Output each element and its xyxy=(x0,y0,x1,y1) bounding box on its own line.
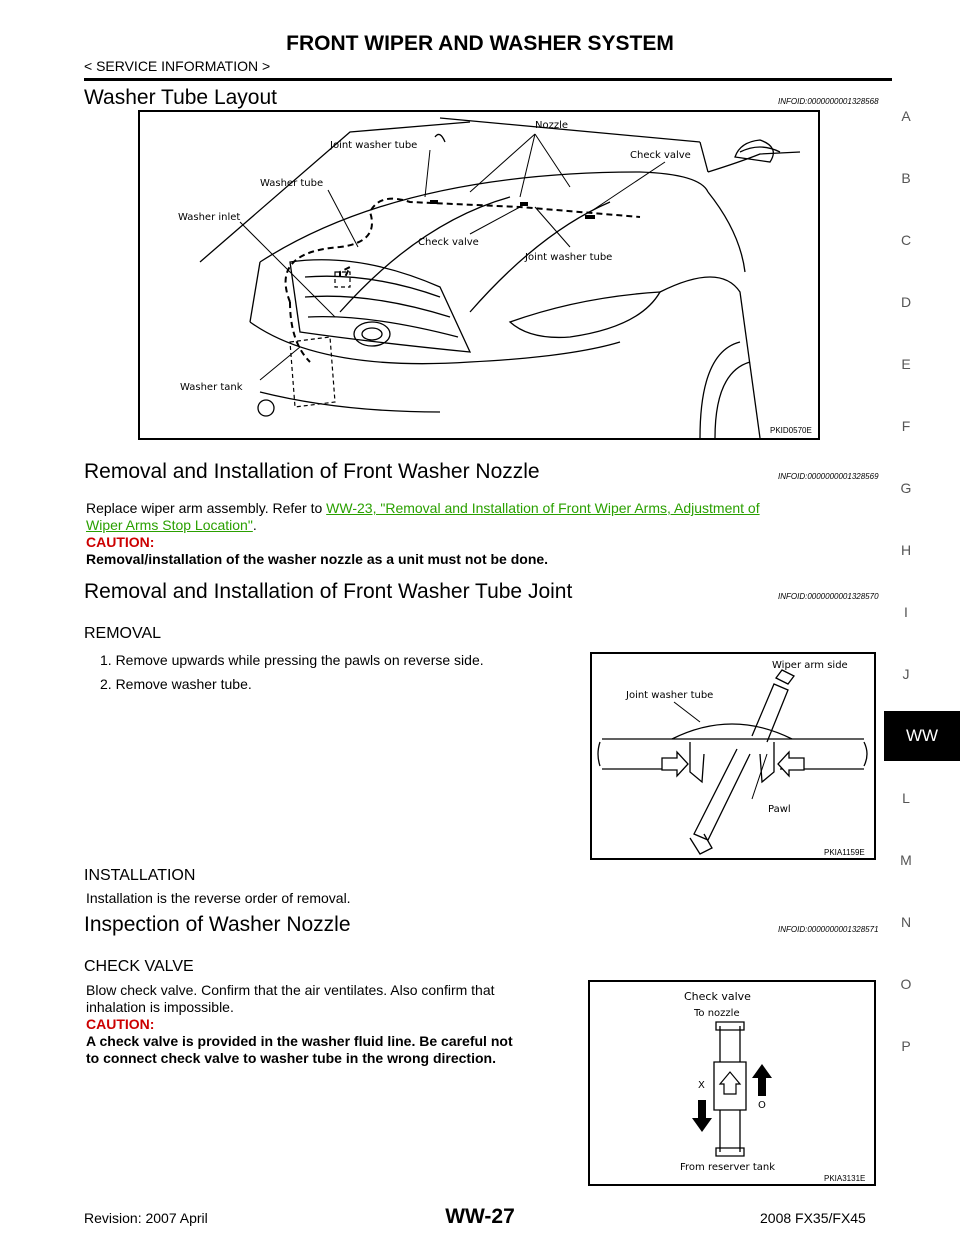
side-index-j[interactable]: J xyxy=(902,666,910,682)
inspection-body xyxy=(86,982,578,1067)
label-check-valve-title: Check valve xyxy=(684,990,751,1003)
footer-model: 2008 FX35/FX45 xyxy=(760,1210,866,1226)
side-index-o[interactable]: O xyxy=(900,976,912,992)
infoid-inspection: INFOID:0000000001328571 xyxy=(778,925,879,934)
joint-diagram xyxy=(592,654,874,858)
label-washer-inlet: Washer inlet xyxy=(178,212,241,223)
caution-text-nozzle: Removal/installation of the washer nozzle as a unit must not be done. xyxy=(86,551,549,567)
label-check-valve-top: Check valve xyxy=(630,150,691,161)
side-index-a[interactable]: A xyxy=(901,108,911,124)
inspection-text-line1: Blow check valve. Confirm that the air ventilates. Also confirm that xyxy=(86,982,495,998)
caution-text-inspection-line2: to connect check valve to washer tube in the wrong direction. xyxy=(86,1050,496,1066)
caution-text-inspection-line1: A check valve is provided in the washer fluid line. Be careful not xyxy=(86,1033,513,1049)
infoid-nozzle: INFOID:0000000001328569 xyxy=(778,472,879,481)
figure-code-layout: PKID0570E xyxy=(770,426,812,435)
removal-label: REMOVAL xyxy=(84,625,162,642)
label-washer-tank: Washer tank xyxy=(180,382,243,393)
label-wiper-arm-side: Wiper arm side xyxy=(772,660,848,671)
caution-label-inspection: CAUTION: xyxy=(86,1016,155,1032)
side-index-f[interactable]: F xyxy=(901,418,911,434)
side-tab-ww[interactable]: WW xyxy=(884,711,960,761)
side-index-g[interactable]: G xyxy=(900,480,912,496)
nozzle-text-prefix: Replace wiper arm assembly. Refer to xyxy=(86,500,327,516)
link-ww-23-line1[interactable]: WW-23, "Removal and Installation of Front Wiper Arms, Adjustment of xyxy=(326,500,760,516)
footer-revision: Revision: 2007 April xyxy=(84,1210,208,1226)
label-nozzle: Nozzle xyxy=(535,120,569,131)
figure-code-joint: PKIA1159E xyxy=(824,848,865,857)
label-from-reserver-tank: From reserver tank xyxy=(680,1162,776,1173)
infoid-layout: INFOID:0000000001328568 xyxy=(778,97,879,106)
check-valve-label: CHECK VALVE xyxy=(84,958,194,975)
page-subtitle: < SERVICE INFORMATION > xyxy=(84,58,271,74)
side-index-n[interactable]: N xyxy=(900,914,912,930)
page-number: WW-27 xyxy=(445,1205,515,1228)
side-index-l[interactable]: L xyxy=(902,790,910,806)
inspection-text-line2: inhalation is impossible. xyxy=(86,999,234,1015)
nozzle-text-suffix: . xyxy=(252,517,257,533)
removal-step-1: 1. Remove upwards while pressing the pawls on reverse side. xyxy=(100,652,484,668)
label-pawl: Pawl xyxy=(768,804,791,815)
caution-label-nozzle: CAUTION: xyxy=(86,534,155,550)
side-index-m[interactable]: M xyxy=(900,852,912,868)
side-index-b[interactable]: B xyxy=(901,170,911,186)
nozzle-center-mark xyxy=(520,202,528,206)
nozzle-left-mark xyxy=(430,200,438,204)
check-valve-mark xyxy=(585,215,595,219)
label-o-mark: O xyxy=(758,1100,766,1111)
label-check-valve-bottom: Check valve xyxy=(418,237,479,248)
page-title: FRONT WIPER AND WASHER SYSTEM xyxy=(286,32,674,55)
section-heading-joint: Removal and Installation of Front Washer Tube Joint xyxy=(84,580,573,603)
washer-tube-layout-figure xyxy=(138,110,820,440)
label-washer-tube: Washer tube xyxy=(260,178,324,189)
check-valve-figure xyxy=(588,980,876,1186)
removal-step-2: 2. Remove washer tube. xyxy=(100,676,252,692)
installation-text: Installation is the reverse order of removal. xyxy=(86,890,351,906)
blocked-direction-arrow xyxy=(692,1100,712,1132)
label-joint-washer-tube-top: Joint washer tube xyxy=(330,140,418,151)
infoid-joint: INFOID:0000000001328570 xyxy=(778,592,879,601)
label-joint-washer-tube: Joint washer tube xyxy=(626,690,714,701)
side-index-e[interactable]: E xyxy=(901,356,911,372)
label-to-nozzle: To nozzle xyxy=(694,1008,740,1019)
nozzle-body xyxy=(86,500,886,534)
link-ww-23-line2[interactable]: Wiper Arms Stop Location" xyxy=(86,517,253,533)
section-heading-nozzle: Removal and Installation of Front Washer Nozzle xyxy=(84,460,540,483)
section-heading-layout: Washer Tube Layout xyxy=(84,86,277,109)
valve-flow-arrow xyxy=(720,1072,740,1094)
side-index-c[interactable]: C xyxy=(900,232,912,248)
installation-label: INSTALLATION xyxy=(84,867,196,884)
joint-washer-tube-figure xyxy=(590,652,876,860)
label-x-mark: X xyxy=(698,1080,705,1091)
header-rule xyxy=(84,78,892,81)
side-index-p[interactable]: P xyxy=(901,1038,911,1054)
figure-code-check-valve: PKIA3131E xyxy=(824,1174,866,1183)
section-heading-inspection: Inspection of Washer Nozzle xyxy=(84,913,351,936)
label-joint-washer-tube-bottom: Joint washer tube xyxy=(525,252,613,263)
side-index-i[interactable]: I xyxy=(904,604,908,620)
side-index-h[interactable]: H xyxy=(900,542,912,558)
flow-direction-arrow xyxy=(752,1064,772,1096)
side-index-d[interactable]: D xyxy=(900,294,912,310)
